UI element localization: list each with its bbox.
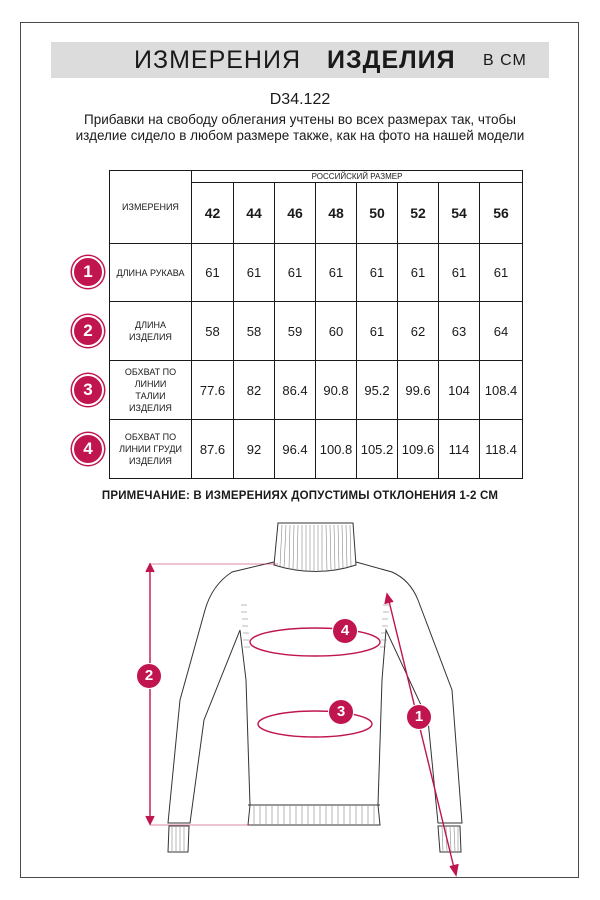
- table-cell: 105.2: [357, 420, 398, 479]
- table-cell: 62: [398, 302, 439, 361]
- row-label-waist-girth: ОБХВАТ ПО ЛИНИИ ТАЛИИ ИЗДЕЛИЯ: [110, 361, 192, 420]
- row-label-sleeve-length: ДЛИНА РУКАВА: [110, 244, 192, 302]
- table-cell: 61: [357, 302, 398, 361]
- table-cell: 86.4: [275, 361, 316, 420]
- hem-ribbing: [254, 806, 374, 824]
- row-label-garment-length: ДЛИНА ИЗДЕЛИЯ: [110, 302, 192, 361]
- table-cell: 64: [480, 302, 523, 361]
- size-header: 56: [480, 183, 523, 244]
- sleeve-measure-line: [388, 597, 455, 872]
- row-number-badge: 1: [72, 256, 104, 288]
- marker-sleeve: 1: [406, 704, 432, 730]
- title-unit: В СМ: [483, 52, 527, 69]
- table-cell: 61: [439, 244, 480, 302]
- row-label-chest-girth: ОБХВАТ ПО ЛИНИИ ГРУДИ ИЗДЕЛИЯ: [110, 420, 192, 479]
- table-cell: 87.6: [192, 420, 234, 479]
- table-cell: 60: [316, 302, 357, 361]
- table-cell: 99.6: [398, 361, 439, 420]
- table-cell: 96.4: [275, 420, 316, 479]
- tolerance-footnote: ПРИМЕЧАНИЕ: В ИЗМЕРЕНИЯХ ДОПУСТИМЫ ОТКЛОНЕНИЯ 1-2 СМ: [101, 490, 499, 502]
- table-cell: 95.2: [357, 361, 398, 420]
- collar-ribbing: [280, 525, 351, 572]
- table-cell: 63: [439, 302, 480, 361]
- marker-length: 2: [136, 663, 162, 689]
- russian-size-header: РОССИЙСКИЙ РАЗМЕР: [192, 171, 523, 183]
- size-header: 46: [275, 183, 316, 244]
- table-cell: 114: [439, 420, 480, 479]
- table-cell: 100.8: [316, 420, 357, 479]
- title-measurements: ИЗМЕРЕНИЯ: [134, 46, 301, 74]
- size-header: 44: [234, 183, 275, 244]
- size-header: 42: [192, 183, 234, 244]
- product-code: D34.122: [269, 91, 331, 108]
- size-header: 48: [316, 183, 357, 244]
- table-cell: 61: [480, 244, 523, 302]
- table-cell: 58: [192, 302, 234, 361]
- table-cell: 61: [316, 244, 357, 302]
- size-header: 54: [439, 183, 480, 244]
- table-cell: 61: [192, 244, 234, 302]
- marker-waist: 3: [328, 699, 354, 725]
- table-cell: 58: [234, 302, 275, 361]
- fit-note: Прибавки на свободу облегания учтены во всех размерах так, чтобы изделие сидело в любом размере также, как на фото на нашей модели: [75, 112, 525, 143]
- size-header: 52: [398, 183, 439, 244]
- length-arrow-bottom: [146, 816, 154, 824]
- sleeve-arrow-bottom: [450, 864, 458, 875]
- left-cuff: [168, 826, 189, 852]
- table-cell: 104: [439, 361, 480, 420]
- collar-outline: [274, 523, 356, 572]
- table-cell: 59: [275, 302, 316, 361]
- length-arrow-top: [146, 564, 154, 572]
- sleeve-arrow-top: [385, 594, 393, 604]
- row-number-badge: 3: [72, 374, 104, 406]
- table-cell: 61: [275, 244, 316, 302]
- size-header: 50: [357, 183, 398, 244]
- table-cell: 77.6: [192, 361, 234, 420]
- waist-measure-ellipse: [258, 711, 372, 737]
- title-product: ИЗДЕЛИЯ: [327, 46, 456, 74]
- table-cell: 61: [357, 244, 398, 302]
- table-cell: 82: [234, 361, 275, 420]
- measurements-header: ИЗМЕРЕНИЯ: [110, 171, 192, 244]
- table-cell: 61: [398, 244, 439, 302]
- side-seam-hatching: [241, 605, 389, 647]
- table-cell: 61: [234, 244, 275, 302]
- marker-chest: 4: [332, 618, 358, 644]
- table-cell: 118.4: [480, 420, 523, 479]
- cuff-ribbing: [172, 827, 458, 851]
- table-cell: 92: [234, 420, 275, 479]
- table-cell: 108.4: [480, 361, 523, 420]
- row-number-badge: 2: [72, 315, 104, 347]
- table-cell: 109.6: [398, 420, 439, 479]
- sweater-outline: [168, 562, 462, 825]
- chest-measure-ellipse: [250, 628, 380, 656]
- row-number-badge: 4: [72, 433, 104, 465]
- table-cell: 90.8: [316, 361, 357, 420]
